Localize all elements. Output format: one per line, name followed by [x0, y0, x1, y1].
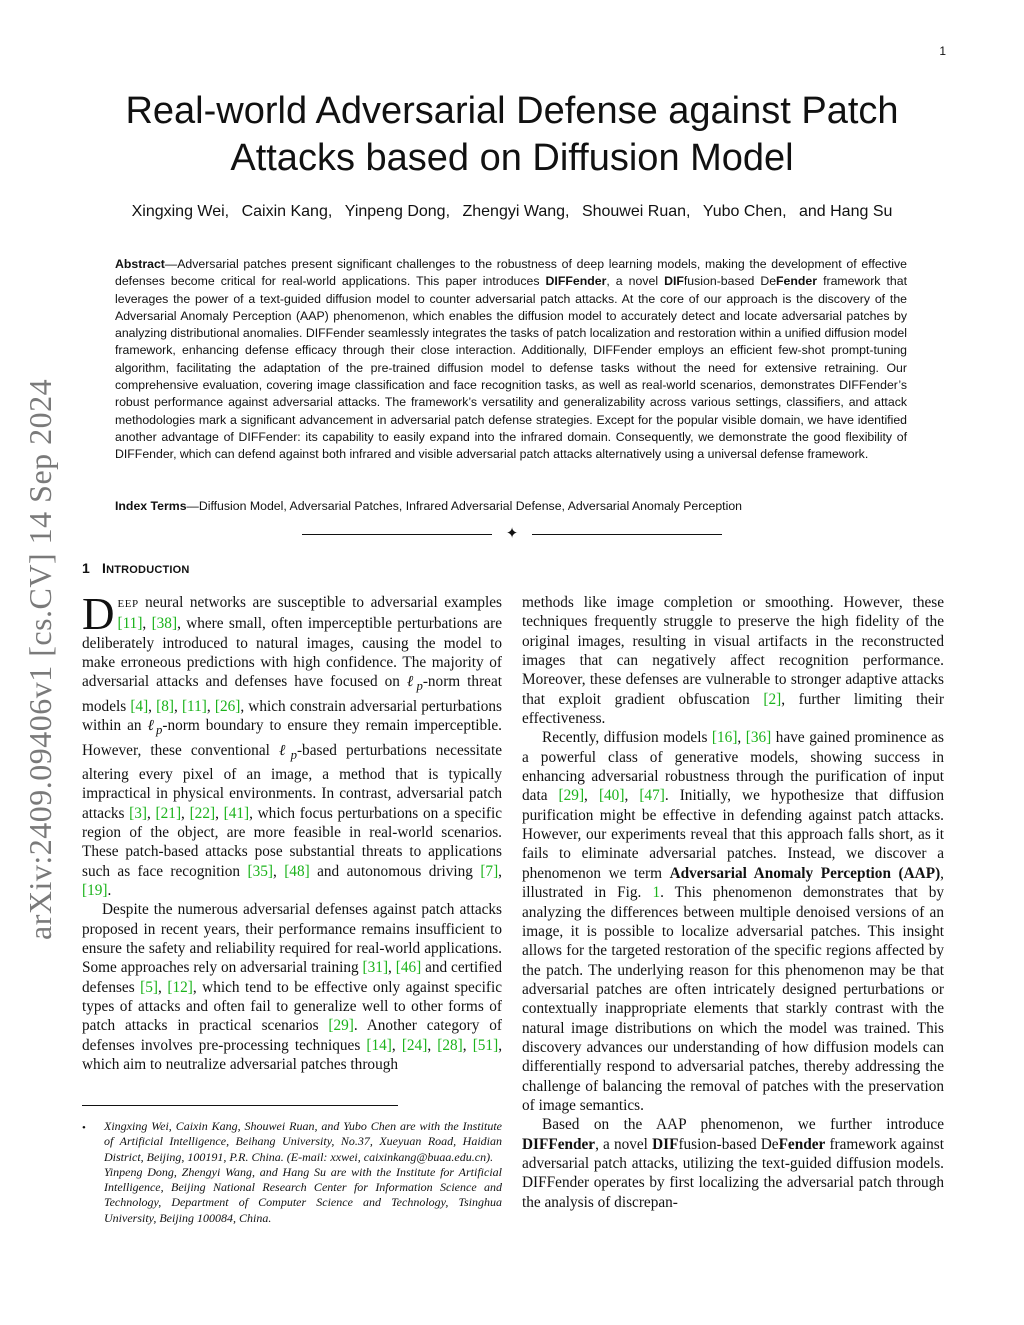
abstract-bold-term: DIFFender — [545, 274, 607, 289]
paper-title — [60, 88, 964, 182]
text-run: Based on the AAP phenomenon, we further introduce — [542, 1116, 944, 1134]
math-p: p — [156, 723, 163, 738]
citation-link[interactable]: [29] — [328, 1017, 354, 1035]
text-run: , — [206, 697, 215, 715]
citation-link[interactable]: [51] — [472, 1036, 499, 1054]
arxiv-identifier-stamp[interactable]: arXiv:2409.09406v1 [cs.CV] 14 Sep 2024 — [22, 378, 58, 940]
citation-link[interactable]: [35] — [247, 862, 273, 880]
text-run: neural networks are susceptible to adversarial examples — [138, 594, 502, 611]
math-p: p — [290, 747, 297, 762]
text-run: , — [427, 1036, 438, 1054]
text-run: , — [173, 697, 182, 715]
text-run: , — [624, 787, 640, 805]
citation-link[interactable]: [8] — [156, 697, 174, 715]
section-title-initial: I — [102, 560, 107, 576]
author-name: Yubo Chen, — [702, 203, 787, 220]
intro-paragraph-5 — [522, 1115, 944, 1212]
footnote-rule — [82, 1105, 398, 1106]
text-run: , which focus perturbations on a specific region of the object, are more feasible in real-world scenarios. These patch-based attacks pose substantial threats to applications such as face recognition — [82, 804, 502, 880]
citation-link[interactable]: [28] — [437, 1036, 463, 1054]
citation-link[interactable]: [4] — [130, 697, 149, 715]
text-run: , — [148, 697, 157, 715]
text-run: , — [272, 862, 285, 880]
author-name: and Hang Su — [798, 203, 893, 220]
bold-term: Fender — [778, 1135, 826, 1153]
citation-link[interactable]: [38] — [151, 615, 178, 633]
text-run: Despite the numerous adversarial defenses against patch attacks proposed in recent years, their performance remains insufficient to ensure the safety and reliability required for real-world applications. Some approaches rely on adversarial training — [82, 901, 502, 977]
index-terms-text: —Diffusion Model, Adversarial Patches, Infrared Adversarial Defense, Adversarial Anomaly Perception — [186, 499, 742, 513]
affiliation-footnote — [82, 1119, 502, 1226]
text-run: . This phenomenon demonstrates that by analyzing the differences between multiple denoised versions of an image, it is possible to localize adversarial patches. This insight allows for the targeted restoration of the specific regions affected by the patch. The underlying reason for this phenomenon may be that adversarial patches are often intricately designed perturbations or contextually inappropriate elements that starkly contrast with the natural image distributions on which the model was trained. This discovery advances our understanding of how diffusion models can differentially respond to adversarial patches, thereby addressing the challenge of balancing the removal of patches with the preservation of image semantics. — [522, 884, 945, 1114]
section-title-rest: NTRODUCTION — [106, 564, 190, 576]
text-run: , — [737, 729, 746, 747]
citation-link[interactable]: [46] — [395, 959, 422, 977]
math-ell: ℓ — [278, 741, 291, 759]
text-run: , which constrain adversarial perturbations within an — [82, 697, 502, 735]
paper-title-line-2: Attacks based on Diffusion Model — [230, 137, 794, 179]
author-name: Xingxing Wei, — [131, 203, 230, 220]
text-run: , — [147, 804, 156, 822]
intro-paragraph-2 — [82, 900, 502, 1074]
citation-link[interactable]: [5] — [140, 978, 159, 996]
citation-link[interactable]: [11] — [181, 697, 207, 715]
math-ell: ℓ — [147, 717, 157, 735]
intro-paragraph-1 — [82, 589, 502, 900]
abstract-bold-term: DIF — [664, 274, 684, 289]
text-run: , which aim to neutralize adversarial patches through — [82, 1036, 503, 1074]
text-run: , — [584, 787, 599, 805]
footnote-affiliation-tsinghua: Yinpeng Dong, Zhengyi Wang, and Hang Su are with the Institute for Artificial Intelligence, Beijing National Research Center for Information Science and Technology, Department of Computer Science and Technology, Tsinghua University, Beijing 100084, China. — [104, 1164, 502, 1225]
author-list — [60, 203, 964, 221]
text-run: have gained prominence as a powerful class of generative models, showing success in enhancing adversarial robustness through the purification of input data — [522, 729, 944, 805]
abstract-bold-term: Fender — [776, 274, 818, 289]
text-run: , illustrated in Fig. — [522, 864, 944, 902]
intro-paragraph-4 — [522, 728, 944, 1115]
abstract-text: , a novel — [606, 274, 665, 289]
bold-term: DIF — [652, 1135, 679, 1153]
citation-link[interactable]: [3] — [129, 804, 148, 822]
text-run: and autonomous driving — [309, 862, 481, 880]
citation-link[interactable]: [19] — [82, 881, 108, 899]
text-run: , — [181, 804, 190, 822]
footnote-bullet-icon: • — [82, 1122, 86, 1134]
author-name: Zhengyi Wang, — [462, 203, 570, 220]
text-run: . — [107, 881, 112, 899]
citation-link[interactable]: [24] — [401, 1036, 428, 1054]
citation-link[interactable]: [21] — [155, 804, 182, 822]
drop-cap-smallcaps: EEP — [117, 598, 139, 610]
text-run: , — [142, 615, 152, 633]
citation-link[interactable]: [29] — [558, 787, 585, 805]
paper-title-line-1: Real-world Adversarial Defense against Patch — [125, 90, 899, 132]
text-run: , which tend to be effective only against specific types of attacks and often fail to generalize well to other forms of patch attacks in practical scenarios — [82, 978, 502, 1035]
abstract — [115, 256, 907, 464]
citation-link[interactable]: [36] — [745, 729, 772, 747]
citation-link[interactable]: [41] — [223, 804, 250, 822]
bold-term: DIFFender — [522, 1135, 596, 1153]
footnote-affiliation-beihang: Xingxing Wei, Caixin Kang, Shouwei Ruan, and Yubo Chen are with the Institute of Artificial Intelligence, Beihang University, No.37, Xueyuan Road, Haidian District, Beijing, 100191, P.R. China. (E-mail: xxwei, caixinkang@buaa.edu.cn). — [104, 1119, 502, 1164]
text-run: -norm boundary to ensure they remain imperceptible. However, these conventional — [82, 717, 502, 759]
page-number: 1 — [939, 44, 946, 58]
citation-link[interactable]: [31] — [362, 959, 389, 977]
text-run: . Initially, we hypothesize that diffusion purification might be effective in defending against patch attacks. However, our experiments reveal that this approach falls short, as it fails to eliminate adversarial patches. Instead, we discover a phenomenon we term — [522, 787, 944, 882]
abstract-label: Abstract — [115, 257, 165, 271]
divider-diamond-icon: ✦ — [505, 526, 519, 542]
math-p: p — [416, 679, 423, 694]
text-run: -norm threat models — [82, 673, 502, 715]
text-run: , — [215, 804, 224, 822]
citation-link[interactable]: [11] — [117, 615, 143, 633]
text-run: , — [158, 978, 168, 996]
section-heading-introduction — [82, 560, 190, 576]
author-name: Caixin Kang, — [241, 203, 333, 220]
text-run: Recently, diffusion models — [542, 729, 712, 747]
author-name: Shouwei Ruan, — [581, 203, 691, 220]
citation-link[interactable]: [48] — [284, 862, 310, 880]
left-text-column — [82, 589, 503, 1074]
bold-term-aap: Adversarial Anomaly Perception (AAP) — [669, 864, 941, 882]
citation-link[interactable]: [12] — [167, 978, 193, 996]
author-name: Yinpeng Dong, — [344, 203, 451, 220]
citation-link[interactable]: [16] — [711, 729, 738, 747]
index-terms-label: Index Terms — [115, 499, 187, 513]
right-text-column — [522, 593, 944, 1212]
intro-paragraph-3 — [522, 593, 944, 728]
text-run: framework against adversarial patch attacks, utilizing the text-guided diffusion models. DIFFender operates by first localizing the adversarial patch through the analysis of discrepan- — [522, 1135, 945, 1211]
text-run: -based perturbations necessitate altering every pixel of an image, a method that is typically impractical in physical environments. In contrast, adversarial patch attacks — [82, 741, 502, 822]
text-run: , — [462, 1036, 473, 1054]
divider-rule-right — [532, 534, 722, 535]
math-ell: ℓ — [406, 673, 417, 691]
text-run: methods like image completion or smoothing. However, these techniques frequently struggle to preserve the high fidelity of the original images, resulting in visual artifacts in the reconstructed images that can negatively affect recognition performance. Moreover, these defenses are vulnerable to stronger adaptive attacks that exploit gradient obfuscation — [522, 594, 944, 708]
citation-link[interactable]: [47] — [639, 787, 665, 805]
text-run: . Another category of defenses involves pre-processing techniques — [82, 1017, 502, 1054]
divider-rule-left — [302, 534, 492, 535]
citation-link[interactable]: [2] — [763, 690, 782, 708]
text-run: , — [498, 862, 502, 880]
index-terms — [115, 498, 907, 515]
drop-cap: D — [82, 589, 115, 639]
abstract-text: —Adversarial patches present significant challenges to the robustness of deep learning models, making the development of effective defenses become critical for real-world applications. This paper introduces — [115, 257, 907, 289]
text-run: fusion-based De — [678, 1135, 779, 1153]
abstract-text: fusion-based De — [683, 274, 777, 289]
abstract-text: framework that leverages the power of a text-guided diffusion model to counter adversarial patch attacks. At the core of our approach is the discovery of the Adversarial Anomaly Perception (AAP) phenomenon, which enables the diffusion model to accurately detect and locate adversarial patches by analyzing distributional anomalies. DIFFender seamlessly integrates the tasks of patch localization and restoration within a unified diffusion model framework, enhancing defense efficacy through their close interaction. Additionally, DIFFender employs an efficient few-shot prompt-tuning algorithm, facilitating the adaptation of the pre-trained diffusion model to defense tasks without the need for extensive retraining. Our comprehensive evaluation, covering image classification and face recognition tasks, as well as real-world scenarios, demonstrates DIFFender’s robust performance against adversarial attacks. The framework’s versatility and generalizability across various settings, classifiers, and attack methodologies mark a significant advancement in adversarial patch defense strategies. Except for the popular visible domain, we have identified another advantage of DIFFender: its capability to easily expand into the infrared domain. Consequently, we demonstrate the good flexibility of DIFFender, which can defend against both infrared and visible adversarial patch attacks alternatively using a universal defense framework. — [115, 274, 907, 462]
text-run: , a novel — [595, 1135, 653, 1153]
text-run: , — [388, 959, 396, 977]
citation-link[interactable]: [40] — [598, 787, 625, 805]
text-run: and certified defenses — [82, 959, 502, 996]
figure-link[interactable]: 1 — [652, 884, 661, 902]
citation-link[interactable]: [14] — [366, 1036, 392, 1054]
citation-link[interactable]: [26] — [214, 697, 241, 715]
text-run: , further limiting their effectiveness. — [522, 690, 944, 728]
text-run: , where small, often imperceptible perturbations are deliberately introduced to natural images, causing the model to make erroneous predictions with high confidence. The majority of adversarial attacks and defenses have focused on — [82, 615, 502, 691]
section-number: 1 — [82, 560, 90, 576]
text-run: , — [391, 1036, 402, 1054]
section-divider — [300, 526, 724, 542]
citation-link[interactable]: [22] — [189, 804, 216, 822]
citation-link[interactable]: [7] — [480, 862, 499, 880]
